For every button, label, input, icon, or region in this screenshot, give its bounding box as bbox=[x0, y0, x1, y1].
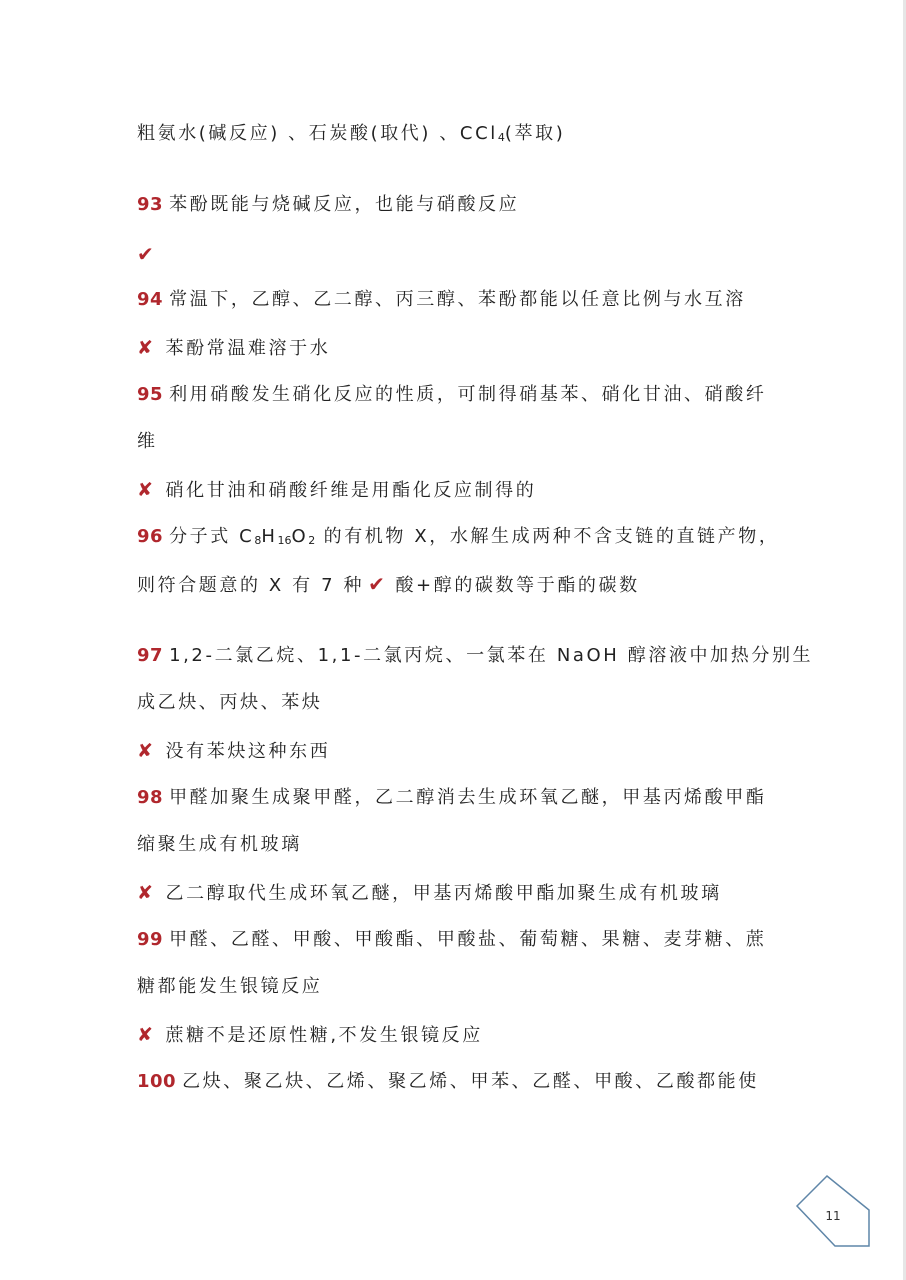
question-text-continued: 维 bbox=[137, 431, 158, 452]
question-number: 97 bbox=[137, 645, 164, 666]
answer-93 bbox=[137, 242, 156, 268]
question-text-continued: 则符合题意的 X 有 7 种 bbox=[137, 575, 365, 596]
cross-icon: ✘ bbox=[137, 337, 156, 359]
question-98-continued bbox=[137, 833, 302, 857]
question-text: 甲醛、乙醛、甲酸、甲酸酯、甲酸盐、葡萄糖、果糖、麦芽糖、蔗 bbox=[169, 929, 767, 950]
question-97-continued bbox=[137, 691, 322, 715]
intro-text: 粗氨水(碱反应) 、石炭酸(取代) 、CCl bbox=[137, 123, 498, 144]
cross-icon: ✘ bbox=[137, 882, 156, 904]
formula-subscript-o: 2 bbox=[308, 534, 316, 547]
question-text: 苯酚既能与烧碱反应，也能与硝酸反应 bbox=[169, 194, 520, 215]
check-icon: ✔ bbox=[368, 572, 388, 596]
intro-line bbox=[137, 122, 565, 150]
answer-text: 蔗糖不是还原性糖,不发生银镜反应 bbox=[165, 1025, 483, 1046]
question-99 bbox=[137, 928, 766, 952]
formula-o: O bbox=[291, 526, 309, 547]
question-text: 的有机物 X，水解生成两种不含支链的直链产物， bbox=[315, 526, 780, 547]
cross-icon: ✘ bbox=[137, 740, 156, 762]
question-text: 常温下，乙醇、乙二醇、丙三醇、苯酚都能以任意比例与水互溶 bbox=[169, 289, 746, 310]
answer-text: 苯酚常温难溶于水 bbox=[165, 338, 331, 359]
cross-icon: ✘ bbox=[137, 479, 156, 501]
answer-text: 没有苯炔这种东西 bbox=[165, 741, 331, 762]
formula-subscript-h: 16 bbox=[277, 534, 292, 547]
question-95-continued bbox=[137, 430, 158, 454]
answer-97 bbox=[137, 739, 330, 764]
question-number: 93 bbox=[137, 194, 164, 215]
formula-h: H bbox=[261, 526, 278, 547]
answer-95 bbox=[137, 478, 536, 503]
cross-icon: ✘ bbox=[137, 1024, 156, 1046]
answer-99 bbox=[137, 1023, 483, 1048]
question-93 bbox=[137, 193, 519, 217]
question-number: 98 bbox=[137, 787, 164, 808]
question-text: 1,2-二氯乙烷、1,1-二氯丙烷、一氯苯在 NaOH 醇溶液中加热分别生 bbox=[169, 645, 814, 666]
question-number: 94 bbox=[137, 289, 164, 310]
answer-text: 酸+醇的碳数等于酯的碳数 bbox=[395, 575, 640, 596]
check-icon: ✔ bbox=[137, 242, 157, 266]
question-94 bbox=[137, 288, 746, 312]
question-number: 96 bbox=[137, 526, 164, 547]
answer-text: 乙二醇取代生成环氧乙醚，甲基丙烯酸甲酯加聚生成有机玻璃 bbox=[165, 883, 722, 904]
question-text: 乙炔、聚乙炔、乙烯、聚乙烯、甲苯、乙醛、甲酸、乙酸都能使 bbox=[182, 1071, 759, 1092]
question-text: 甲醛加聚生成聚甲醛，乙二醇消去生成环氧乙醚，甲基丙烯酸甲酯 bbox=[169, 787, 767, 808]
answer-98 bbox=[137, 881, 722, 906]
intro-subscript: 4 bbox=[497, 131, 505, 144]
formula-prefix: 分子式 C bbox=[169, 526, 255, 547]
question-98 bbox=[137, 786, 766, 810]
question-95 bbox=[137, 383, 766, 407]
question-number: 95 bbox=[137, 384, 164, 405]
answer-text: 硝化甘油和硝酸纤维是用酯化反应制得的 bbox=[165, 480, 537, 501]
question-text-continued: 成乙炔、丙炔、苯炔 bbox=[137, 692, 323, 713]
formula-subscript-c: 8 bbox=[254, 534, 262, 547]
question-96 bbox=[137, 525, 779, 553]
question-97 bbox=[137, 644, 813, 668]
question-96-continued bbox=[137, 572, 640, 598]
question-text: 利用硝酸发生硝化反应的性质，可制得硝基苯、硝化甘油、硝酸纤 bbox=[169, 384, 767, 405]
question-text-continued: 缩聚生成有机玻璃 bbox=[137, 834, 302, 855]
intro-text-end: (萃取) bbox=[504, 123, 566, 144]
question-100 bbox=[137, 1070, 759, 1094]
answer-94 bbox=[137, 336, 330, 361]
question-number: 100 bbox=[137, 1071, 177, 1092]
page-number: 11 bbox=[825, 1209, 841, 1223]
question-number: 99 bbox=[137, 929, 164, 950]
question-99-continued bbox=[137, 975, 322, 999]
question-text-continued: 糖都能发生银镜反应 bbox=[137, 976, 323, 997]
